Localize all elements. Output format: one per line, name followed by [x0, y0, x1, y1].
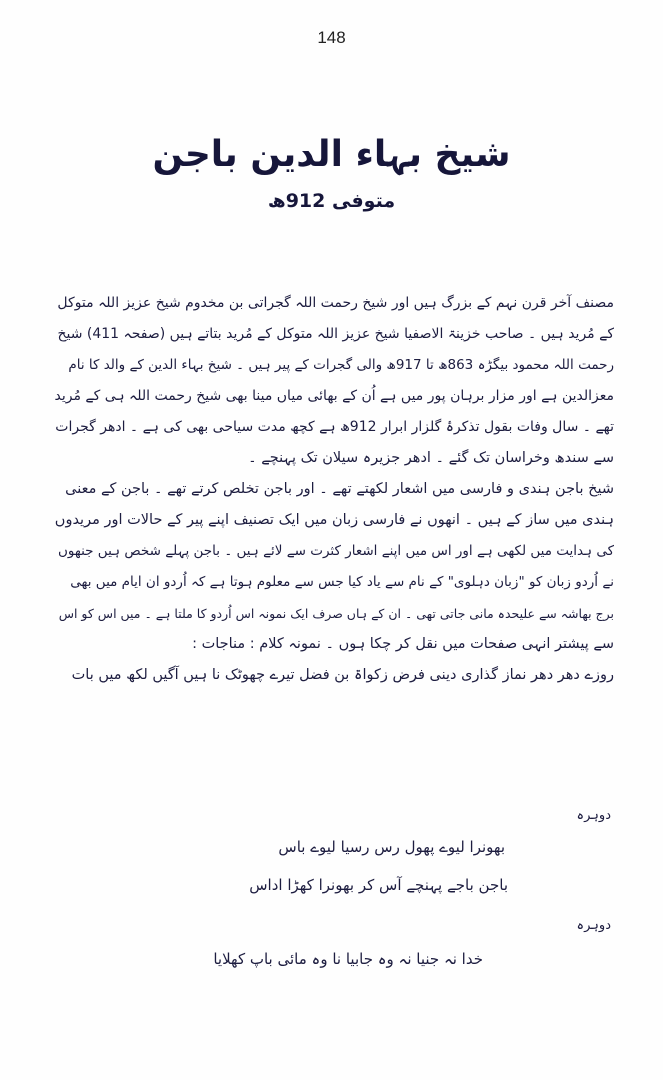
body-line: سے پیشتر انہی صفحات میں نقل کر چکا ہوں ۔ نمونہ کلام : مناجات : — [192, 636, 614, 652]
chapter-title: شیخ بہاء الدین باجن — [152, 134, 511, 175]
body-line: ہندی میں ساز کے ہیں ۔ انھوں نے فارسی زبان میں ایک تصنیف اپنے پیر کے حالات اور مریدوں — [54, 512, 614, 528]
body-line: تھے ۔ سال وفات بقول تذکرۂ گلزار ابرار 912ھ ہے کچھ مدت سیاحی بھی کی ہے ۔ ادھر گجرات — [55, 419, 614, 435]
body-line: شیخ باجن ہندی و فارسی میں اشعار لکھتے تھے ۔ اور باجن تخلص کرتے تھے ۔ باجن کے معنی — [65, 481, 614, 497]
body-line: روزے دھر دھر نماز گذاری دینی فرض زکواۃ بن فضل تیرے چھوٹک نا ہیں آگیں لکھ میں بات — [71, 667, 614, 683]
body-line: کے مُرید ہیں ۔ صاحب خزینۃ الاصفیا شیخ عزیز اللہ متوکل کے مُرید بتاتے ہیں (صفحہ 411) شیخ — [57, 326, 614, 342]
body-text — [54, 288, 614, 691]
body-line: معزالدین ہے اور مزار برہان پور میں ہے اُن کے بھائی میاں مینا بھی شیخ رحمت اللہ ہی کے مُرید — [54, 388, 614, 404]
verse-line: باجن باجے پہنچے آس کر بھونرا کھڑا اداس — [249, 876, 508, 894]
body-line: کی ہدایت میں لکھی ہے اور اس میں اپنے اشعار کثرت سے لائے ہیں ۔ باجن پہلے شخص ہیں جنھوں — [57, 543, 614, 559]
body-line: برج بھاشہ سے علیحدہ مانی جاتی تھی ۔ ان کے ہاں صرف ایک نمونہ اس اُردو کا ملتا ہے ۔ میں اس کو اس — [58, 606, 614, 621]
page-number: 148 — [317, 28, 346, 47]
body-line: مصنف آخر قرن نہم کے بزرگ ہیں اور شیخ رحمت اللہ گجراتی بن مخدوم شیخ عزیز اللہ متوکل — [57, 295, 614, 311]
verse-line: خدا نہ جنیا نہ وہ جابیا نا وہ مائی باپ کھلایا — [213, 950, 483, 968]
body-line: رحمت اللہ محمود بیگڑہ 863ھ تا 917ھ والی گجرات کے پیر ہیں ۔ شیخ بہاء الدین کے والد کا نام — [68, 357, 614, 373]
chapter-subtitle: متوفی 912ھ — [267, 190, 396, 212]
couplet-heading: دوہرہ — [576, 918, 611, 933]
body-line: سے سندھ وخراسان تک گئے ۔ ادھر جزیرہ سیلان تک پہنچے ۔ — [248, 450, 614, 466]
body-line: نے اُردو زبان کو "زبان دہلوی" کے نام سے یاد کیا جس سے معلوم ہوتا ہے کہ اُردو ان ایام میں بھی — [70, 574, 614, 590]
verse-line: بھونرا لیوے پھول رس رسیا لیوے باس — [278, 838, 505, 856]
couplet-heading: دوہرہ — [576, 808, 611, 823]
